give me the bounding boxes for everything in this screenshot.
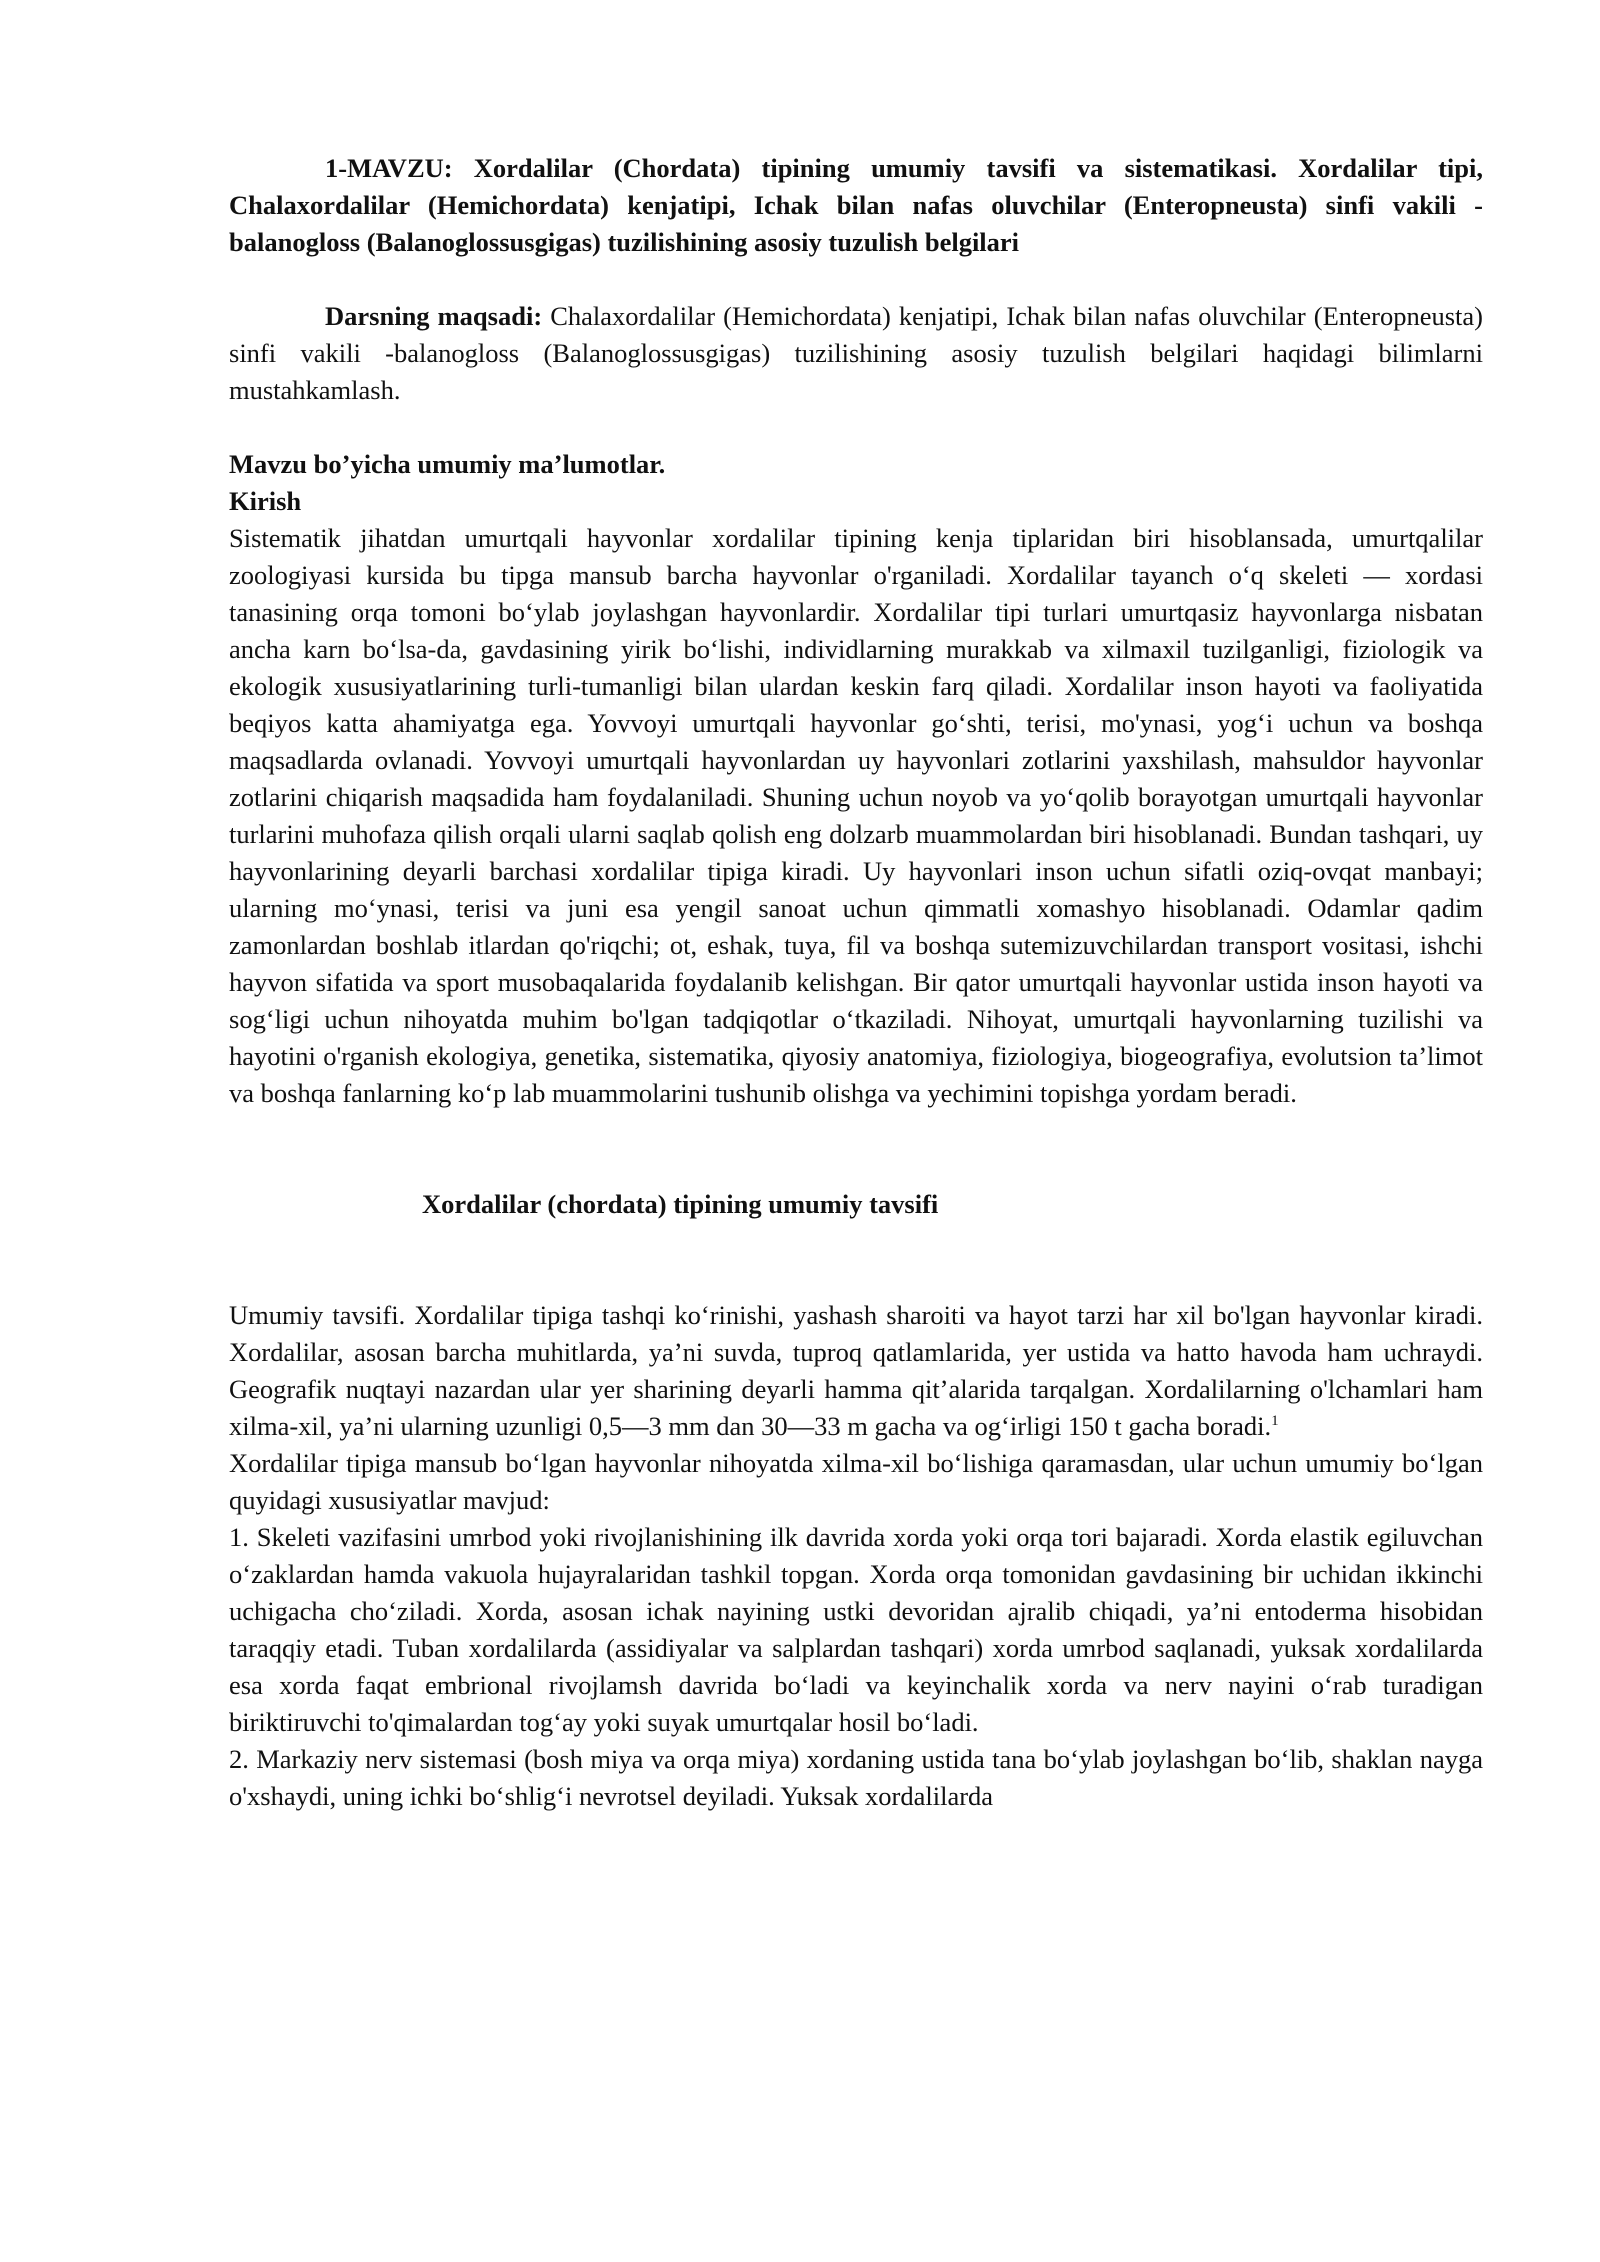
intro-paragraph: Sistematik jihatdan umurtqali hayvonlar xordalilar tipining kenja tiplaridan biri hisoblansada, umurtqalilar zoologiyasi kursida bu tipga mansub barcha hayvonlar o'rganiladi. Xordalilar tayanch o‘q skeleti — xordasi tanasining orqa tomoni bo‘ylab joylashgan hayvonlardir. Xordalilar tipi turlari umurtqasiz hayvonlarga nisbatan ancha karn bo‘lsa-da, gavdasining yirik bo‘lishi, individlarning murakkab va xilmaxil tuzilganligi, fiziologik va ekologik xususiyatlarining turli-tumanligi bilan ulardan keskin farq qiladi. Xordalilar inson hayoti va faoliyatida beqiyos katta ahamiyatga ega. Yovvoyi umurtqali hayvonlar go‘shti, terisi, mo'ynasi, yog‘i uchun va boshqa maqsadlarda ovlanadi. Yovvoyi umurtqali hayvonlardan uy hayvonlari zotlarini yaxshilash, mahsuldor hayvonlar zotlarini chiqarish maqsadida ham foydalaniladi. Shuning uchun noyob va yo‘qolib borayotgan umurtqali hayvonlar turlarini muhofaza qilish orqali ularni saqlab qolish eng dolzarb muammolardan biri hisoblanadi. Bundan tashqari, uy hayvonlarining deyarli barchasi xordalilar tipiga kiradi. Uy hayvonlari inson uchun sifatli oziq-ovqat manbayi; ularning mo‘ynasi, terisi va juni esa yengil sanoat uchun qimmatli xomashyo hisoblanadi. Odamlar qadim zamonlardan boshlab itlardan qo'riqchi; ot, eshak, tuya, fil va boshqa sutemizuvchilardan transport vositasi, ishchi hayvon sifatida va sport musobaqalarida foydalanib kelishgan. Bir qator umurtqali hayvonlar ustida inson hayoti va sog‘ligi uchun nihoyatda muhim bo'lgan tadqiqotlar o‘tkaziladi. Nihoyat, umurtqali hayvonlarning tuzilishi va hayotini o'rganish ekologiya, genetika, sistematika, qiyosiy anatomiya, fiziologiya, biogeografiya, evolutsion ta’limot va boshqa fanlarning ko‘p lab muammolarini tushunib olishga va yechimini topishga yordam beradi. [229,523,1483,1108]
footnote-mark: 1 [1271,1413,1279,1430]
lesson-goal [229,298,1483,409]
section-heading: Xordalilar (chordata) tipining umumiy tavsifi [422,1189,939,1219]
intro-heading: Kirish [229,486,302,516]
feature-point-2: 2. Markaziy nerv sistemasi (bosh miya va orqa miya) xordaning ustida tana bo‘ylab joylashgan bo‘lib, shaklan nayga o'xshaydi, uning ichki bo‘shlig‘i nevrotsel deyiladi. Yuksak xordalilarda [229,1744,1483,1811]
document-title: 1-MAVZU: Xordalilar (Chordata) tipining umumiy tavsifi va sistematikasi. Xordalilar tipi, Chalaxordalilar (Hemichordata) kenjatipi, Ichak bilan nafas oluvchilar (Enteropneusta) sinfi vakili -balanogloss (Balanoglossusgigas) tuzilishining asosiy tuzulish belgilari [229,153,1483,257]
feature-point-1: 1. Skeleti vazifasini umrbod yoki rivojlanishining ilk davrida xorda yoki orqa tori bajaradi. Xorda elastik egiluvchan o‘zaklardan hamda vakuola hujayralaridan tashkil topgan. Xorda orqa tomonidan gavdasining bir uchidan ikkinchi uchigacha cho‘ziladi. Xorda, asosan ichak nayining ustki devoridan ajralib chiqadi, ya’ni entoderma hisobidan taraqqiy etadi. Tuban xordalilarda (assidiyalar va salplardan tashqari) xorda umrbod saqlanadi, yuksak xordalilarda esa xorda faqat embrional rivojlamsh davrida bo‘ladi va keyinchalik xorda va nerv nayini o‘rab turadigan biriktiruvchi to'qimalardan tog‘ay yoki suyak umurtqalar hosil bo‘ladi. [229,1522,1483,1737]
general-paragraph-1-text: Umumiy tavsifi. Xordalilar tipiga tashqi ko‘rinishi, yashash sharoiti va hayot tarzi har xil bo'lgan hayvonlar kiradi. Xordalilar, asosan barcha muhitlarda, ya’ni suvda, tuproq qatlamlarida, yer ustida va hatto havoda ham uchraydi. Geografik nuqtayi nazardan ular yer sharining deyarli hamma qit’alarida tarqalgan. Xordalilarning o'lchamlari ham xilma-xil, ya’ni ularning uzunligi 0,5—3 mm dan 30—33 m gacha va og‘irligi 150 t gacha boradi. [229,1300,1483,1441]
lesson-goal-label: Darsning maqsadi: [325,301,543,331]
lesson-goal-text: Chalaxordalilar (Hemichordata) kenjatipi, Ichak bilan nafas oluvchilar (Enteropneusta) sinfi vakili -balanogloss (Balanoglossusgigas) tuzilishining asosiy tuzulish belgilari haqidagi bilimlarni mustahkamlash. [229,301,1483,405]
document-page [229,150,1483,1815]
general-info-heading: Mavzu bo’yicha umumiy ma’lumotlar. [229,449,666,479]
general-paragraph-1 [229,1297,1483,1445]
general-paragraph-2: Xordalilar tipiga mansub bo‘lgan hayvonlar nihoyatda xilma-xil bo‘lishiga qaramasdan, ular uchun umumiy bo‘lgan quyidagi xususiyatlar mavjud: [229,1448,1483,1515]
